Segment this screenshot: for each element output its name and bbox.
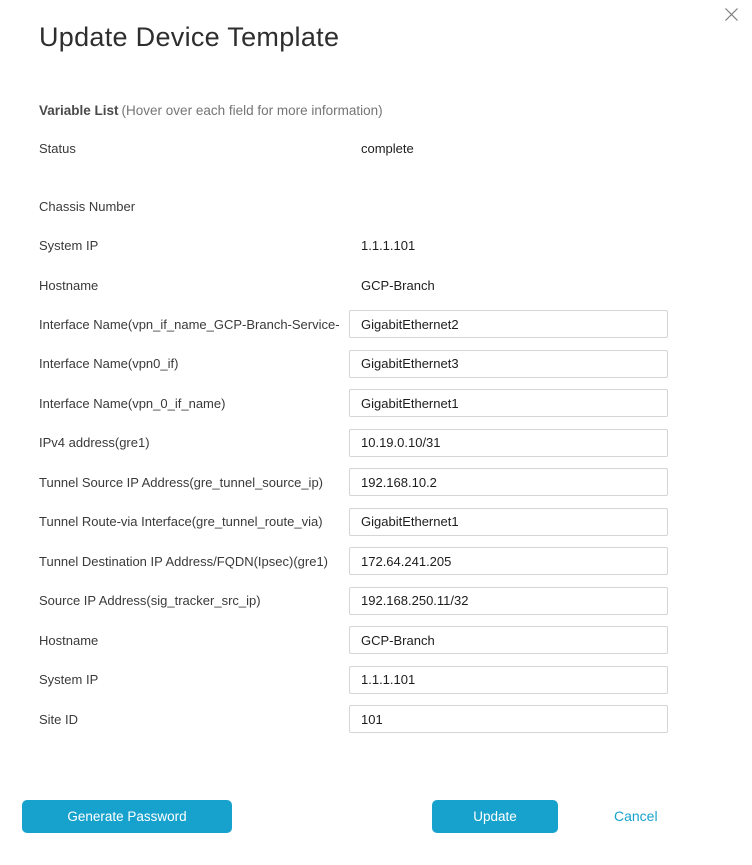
close-icon[interactable] [722, 5, 740, 23]
field-row-tunnel-route-via [39, 508, 668, 536]
field-row-hostname [39, 278, 668, 294]
hostname-input[interactable] [349, 626, 668, 654]
field-row-interface-name-vpn-0-if-name [39, 389, 668, 417]
field-row-source-ip-tracker [39, 587, 668, 615]
interface-name-vpn0-if-input[interactable] [349, 350, 668, 378]
field-label: System IP [39, 672, 99, 687]
field-label: Interface Name(vpn_0_if_name) [39, 395, 226, 411]
field-row-tunnel-source-ip [39, 468, 668, 496]
field-row-chassis-number [39, 199, 668, 215]
field-row-status [39, 141, 668, 157]
field-label: Tunnel Route-via Interface(gre_tunnel_route_via) [39, 514, 323, 529]
field-row-site-id [39, 705, 668, 733]
variable-list-title: Variable List [39, 103, 119, 118]
field-label: Tunnel Destination IP Address/FQDN(Ipsec)(gre1) [39, 553, 329, 569]
field-label: IPv4 address(gre1) [39, 435, 150, 450]
interface-name-service-input[interactable] [349, 310, 668, 338]
field-label: System IP [39, 238, 99, 253]
site-id-input[interactable] [349, 705, 668, 733]
update-button[interactable]: Update [432, 800, 558, 833]
field-value: 1.1.1.101 [361, 238, 416, 253]
variable-list-header [39, 102, 668, 119]
field-label: Status [39, 141, 76, 156]
source-ip-tracker-input[interactable] [349, 587, 668, 615]
cancel-button[interactable]: Cancel [614, 800, 658, 833]
generate-password-button[interactable]: Generate Password [22, 800, 232, 833]
tunnel-source-ip-input[interactable] [349, 468, 668, 496]
interface-name-vpn-0-if-name-input[interactable] [349, 389, 668, 417]
page-title: Update Device Template [39, 22, 340, 52]
field-label: Site ID [39, 711, 79, 727]
field-row-ipv4-address-gre1 [39, 429, 668, 457]
tunnel-route-via-input[interactable] [349, 508, 668, 536]
field-label: Tunnel Source IP Address(gre_tunnel_source_ip) [39, 474, 324, 490]
tunnel-destination-ip-input[interactable] [349, 547, 668, 575]
field-label: Hostname [39, 632, 99, 648]
system-ip-input[interactable] [349, 666, 668, 694]
field-row-tunnel-destination-ip [39, 547, 668, 575]
field-row-interface-name-vpn0-if [39, 350, 668, 378]
dialog-footer [0, 800, 752, 833]
ipv4-address-gre1-input[interactable] [349, 429, 668, 457]
variable-list-hint: (Hover over each field for more information) [121, 103, 383, 118]
field-label: Interface Name(vpn_if_name_GCP-Branch-Service- [39, 316, 340, 332]
field-label: Hostname [39, 278, 99, 293]
field-label: Interface Name(vpn0_if) [39, 356, 179, 371]
field-value: GCP-Branch [361, 278, 435, 293]
field-row-system-ip-input [39, 666, 668, 694]
field-row-interface-name-service [39, 310, 668, 338]
field-row-system-ip [39, 238, 668, 254]
field-row-hostname-input [39, 626, 668, 654]
field-label: Chassis Number [39, 199, 136, 214]
field-label: Source IP Address(sig_tracker_src_ip) [39, 593, 261, 608]
close-icon-glyph [724, 7, 739, 22]
field-value: complete [361, 141, 414, 156]
